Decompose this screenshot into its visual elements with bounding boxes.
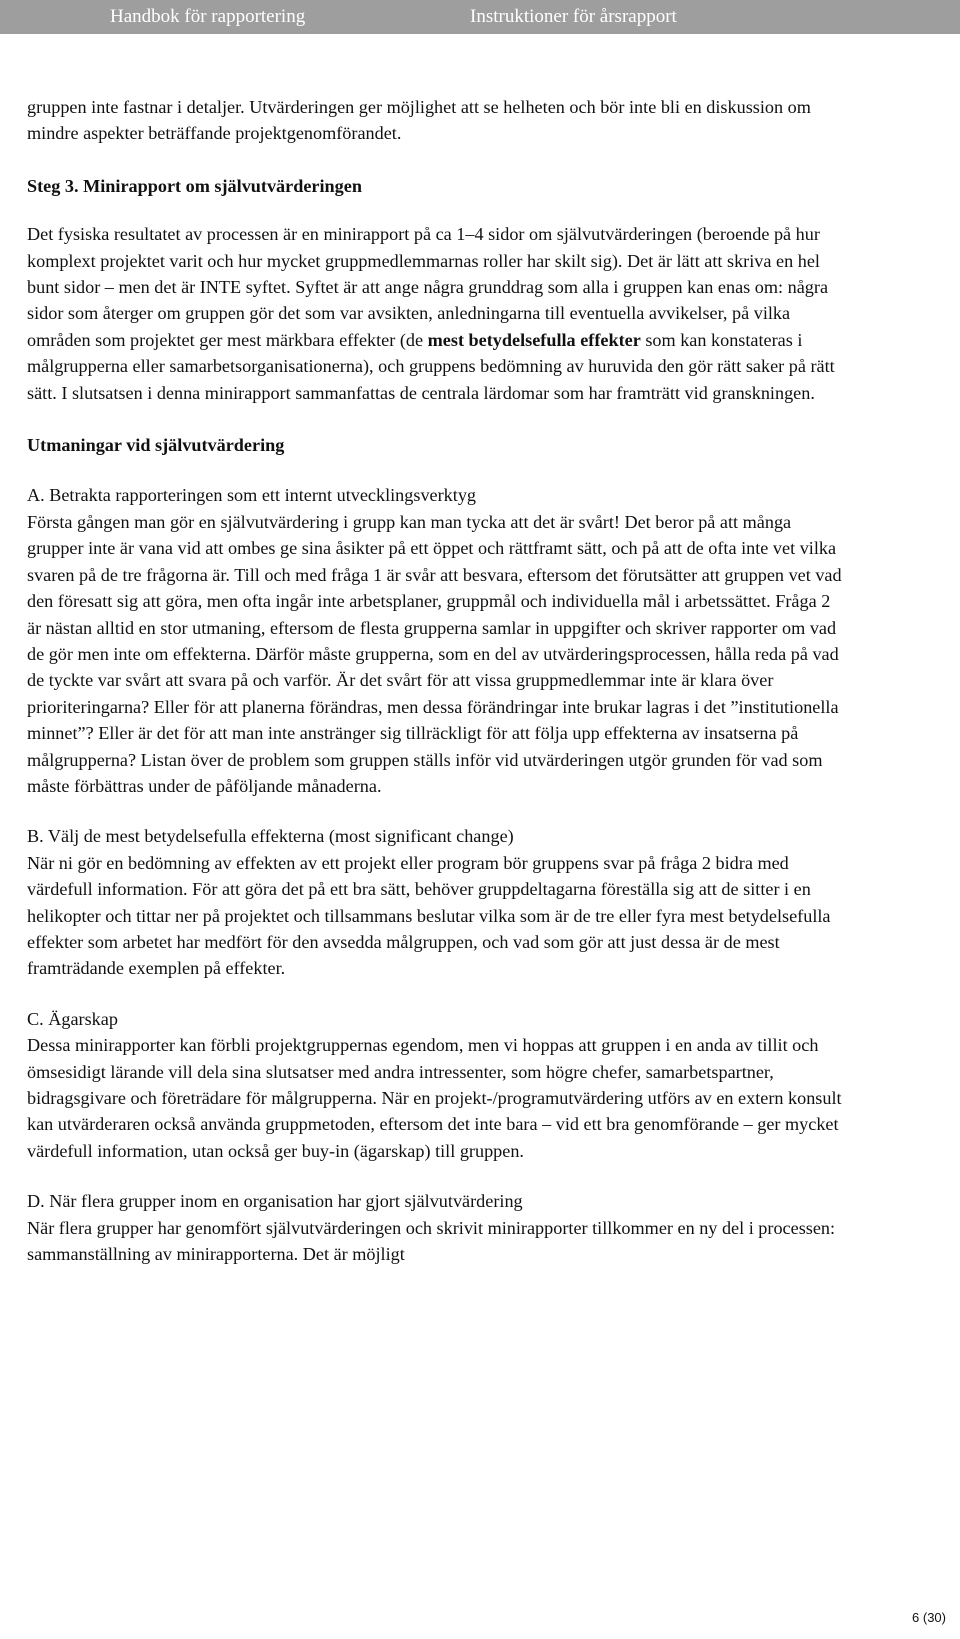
section-c-body: Dessa minirapporter kan förbli projektgruppernas egendom, men vi hoppas att gruppen i en anda av tillit och ömsesidigt lärande vill dela sina slutsatser med andra intressenter, som högre chefer, samarbetspartner, bidragsgivare och företrädare för målgrupperna. När en projekt-/programutvärdering utförs av en extern konsult kan utvärderaren också använda gruppmetoden, eftersom det inte bara – vid ett bra genomförande – ger mycket värdefull information, utan också ger buy-in (ägarskap) till gruppen. (27, 1035, 842, 1161)
paragraph-intro: gruppen inte fastnar i detaljer. Utvärderingen ger möjlighet att se helheten och bör inte bli en diskussion om mindre aspekter beträffande projektgenomförandet. (27, 97, 811, 144)
header-left-title: Handbok för rapportering (110, 6, 306, 27)
section-b (27, 823, 842, 981)
section-a (27, 482, 842, 799)
section-d (27, 1188, 842, 1267)
page-number: 6 (30) (912, 1610, 946, 1625)
section-d-heading: D. När flera grupper inom en organisation har gjort självutvärdering (27, 1191, 523, 1212)
section-a-body: Första gången man gör en självutvärdering i grupp kan man tycka att det är svårt! Det beror på att många grupper inte är vana vid att ombes ge sina åsikter på ett öppet och rättframt sätt, och på att de ofta inte vet vilka svaren på de tre frågorna är. Till och med fråga 1 är svår att besvara, eftersom det förutsätter att gruppen vet vad den föresatt sig att göra, men ofta ingår inte arbetsplaner, gruppmål och individuella mål i arbetssättet. Fråga 2 är nästan alltid en stor utmaning, eftersom de flesta grupperna samlar in uppgifter och skriver rapporter om vad de gör men inte om effekterna. Därför måste grupperna, som en del av utvärderingsprocessen, hålla reda på vad de tyckte var svårt att svara på och varför. Är det svårt för att vissa gruppmedlemmar inte är klara över prioriteringarna? Eller för att planerna förändras, men dessa förändringar inte brukar lagras i det ”institutionella minnet”? Eller är det för att man inte anstränger sig tillräckligt för att följa upp effekterna av insatserna på målgrupperna? Listan över de problem som gruppen ställs inför vid utvärderingen utgör grunden för vad som måste förbättras under de påföljande månaderna. (27, 511, 842, 796)
paragraph-minirapport (27, 221, 842, 406)
paragraph-minirapport-part1: Det fysiska resultatet av processen är en minirapport på ca 1–4 sidor om självutvärderingen (beroende på hur komplext projektet varit och hur mycket gruppmedlemmarnas roller har skilt sig). Det är lätt att skriva en hel bunt sidor – men det är INTE syftet. Syftet är att ange några grunddrag som alla i gruppen kan enas om: några sidor som återger om gruppen gör det som var avsikten, anledningarna till eventuella avvikelser, på vilka områden som projektet ger mest märkbara effekter (de (27, 224, 829, 350)
section-b-heading: B. Välj de mest betydelsefulla effekterna (most significant change) (27, 826, 514, 847)
page-header (0, 0, 960, 34)
section-a-heading: A. Betrakta rapporteringen som ett internt utvecklingsverktyg (27, 485, 477, 506)
step3-heading: Steg 3. Minirapport om självutvärderingen (27, 175, 362, 196)
section-c (27, 1006, 842, 1164)
section-d-body: När flera grupper har genomfört självutvärderingen och skrivit minirapporter tillkommer en ny del i processen: sammanställning av minirapporterna. Det är möjligt (27, 1217, 836, 1265)
header-right-title: Instruktioner för årsrapport (470, 6, 677, 27)
section-c-heading: C. Ägarskap (27, 1008, 118, 1029)
section-b-body: När ni gör en bedömning av effekten av ett projekt eller program bör gruppens svar på fråga 2 bidra med värdefull information. För att göra det på ett bra sätt, behöver gruppdeltagarna föreställa sig att de sitter i en helikopter och tittar ner på projektet och tillsammans beslutar vilka som är de tre eller fyra mest betydelsefulla effekter som arbetet har medfört för den avsedda målgruppen, och vad som gör att just dessa är de mest framträdande exemplen på effekter. (27, 852, 831, 979)
document-body (27, 94, 842, 1267)
paragraph-minirapport-part2: som kan konstateras i målgrupperna eller samarbetsorganisationerna), och gruppens bedömning av huruvida den gör rätt saker på rätt sätt. I slutsatsen i denna minirapport sammanfattas de centrala lärdomar som har framträtt vid granskningen. (27, 329, 835, 403)
challenges-heading: Utmaningar vid självutvärdering (27, 435, 285, 456)
emphasis-most-significant: mest betydelsefulla effekter (427, 329, 641, 350)
